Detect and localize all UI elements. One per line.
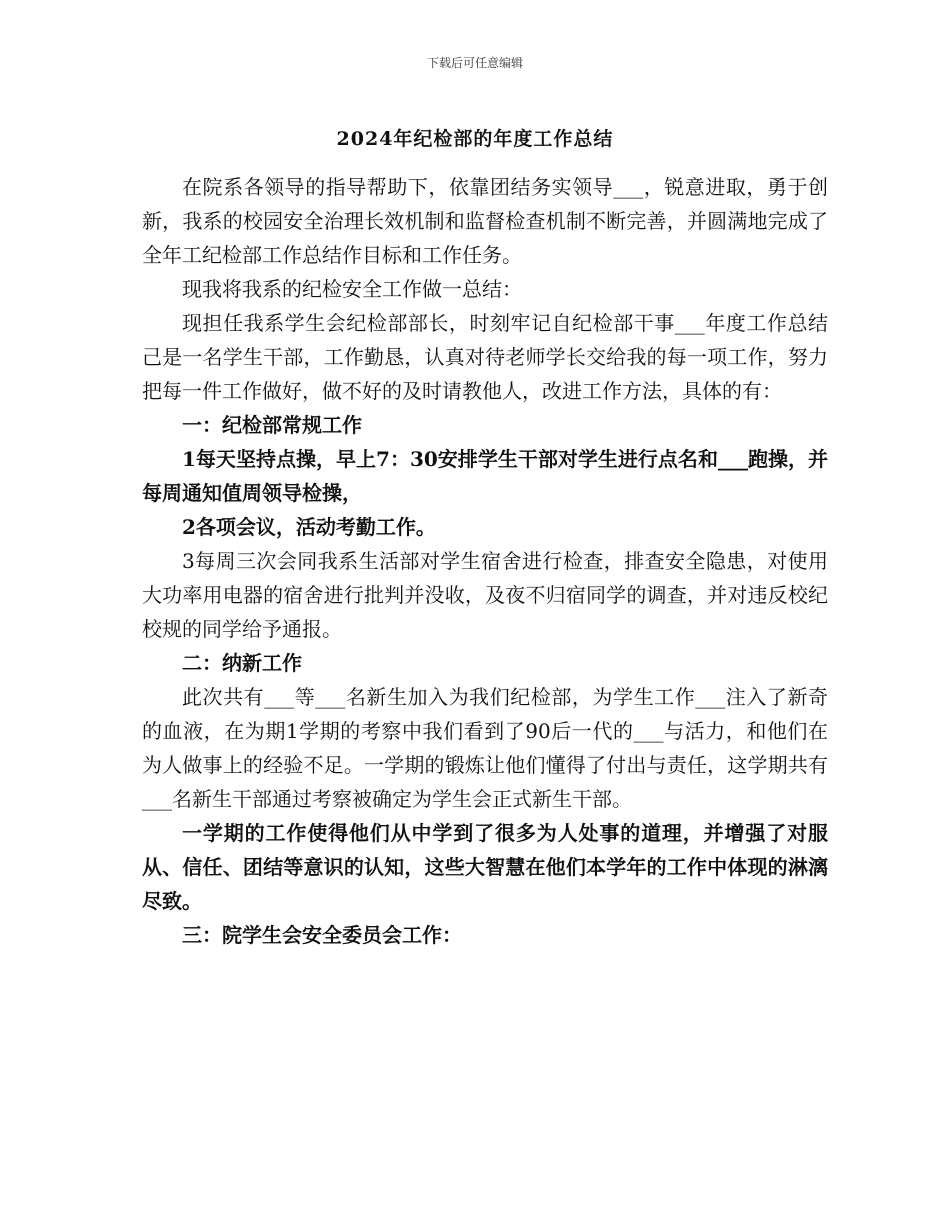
section-heading-safety: 三：院学生会安全委员会工作： [182, 923, 462, 947]
section-heading-recruitment: 二：纳新工作 [182, 651, 302, 675]
header-note: 下载后可任意编辑 [426, 56, 523, 70]
paragraph-item-1: 1每天坚持点操，早上7：30安排学生干部对学生进行点名和___跑操，并每周通知值周领导检操， [142, 447, 828, 505]
paragraph-summary-lead: 现我将我系的纪检安全工作做一总结： [182, 277, 522, 301]
paragraph-learning: 一学期的工作使得他们从中学到了很多为人处事的道理，并增强了对服从、信任、团结等意识的认知，这些大智慧在他们本学年的工作中体现的淋漓尽致。 [142, 821, 828, 913]
paragraph-item-3: 3每周三次会同我系生活部对学生宿舍进行检查，排查安全隐患，对使用大功率用电器的宿舍进行批判并没收，及夜不归宿同学的调查，并对违反校纪校规的同学给予通报。 [142, 549, 828, 641]
section-heading-routine: 一：纪检部常规工作 [182, 413, 362, 437]
paragraph-role: 现担任我系学生会纪检部部长，时刻牢记自纪检部干事___年度工作总结己是一名学生干部，工作勤恳，认真对待老师学长交给我的每一项工作，努力把每一件工作做好，做不好的及时请教他人，改进工作方法，具体的有： [142, 311, 828, 403]
document-body [142, 170, 828, 952]
paragraph-intro: 在院系各领导的指导帮助下，依靠团结务实领导___，锐意进取，勇于创新，我系的校园安全治理长效机制和监督检查机制不断完善，并圆满地完成了全年工纪检部工作总结作目标和工作任务。 [142, 175, 828, 267]
paragraph-item-2: 2各项会议，活动考勤工作。 [182, 515, 436, 539]
paragraph-recruitment: 此次共有___等___名新生加入为我们纪检部，为学生工作___注入了新奇的血液，在为期1学期的考察中我们看到了90后一代的___与活力，和他们在为人做事上的经验不足。一学期的锻炼让他们懂得了付出与责任，这学期共有___名新生干部通过考察被确定为学生会正式新生干部。 [142, 685, 828, 811]
document-title: 2024年纪检部的年度工作总结 [336, 128, 614, 150]
